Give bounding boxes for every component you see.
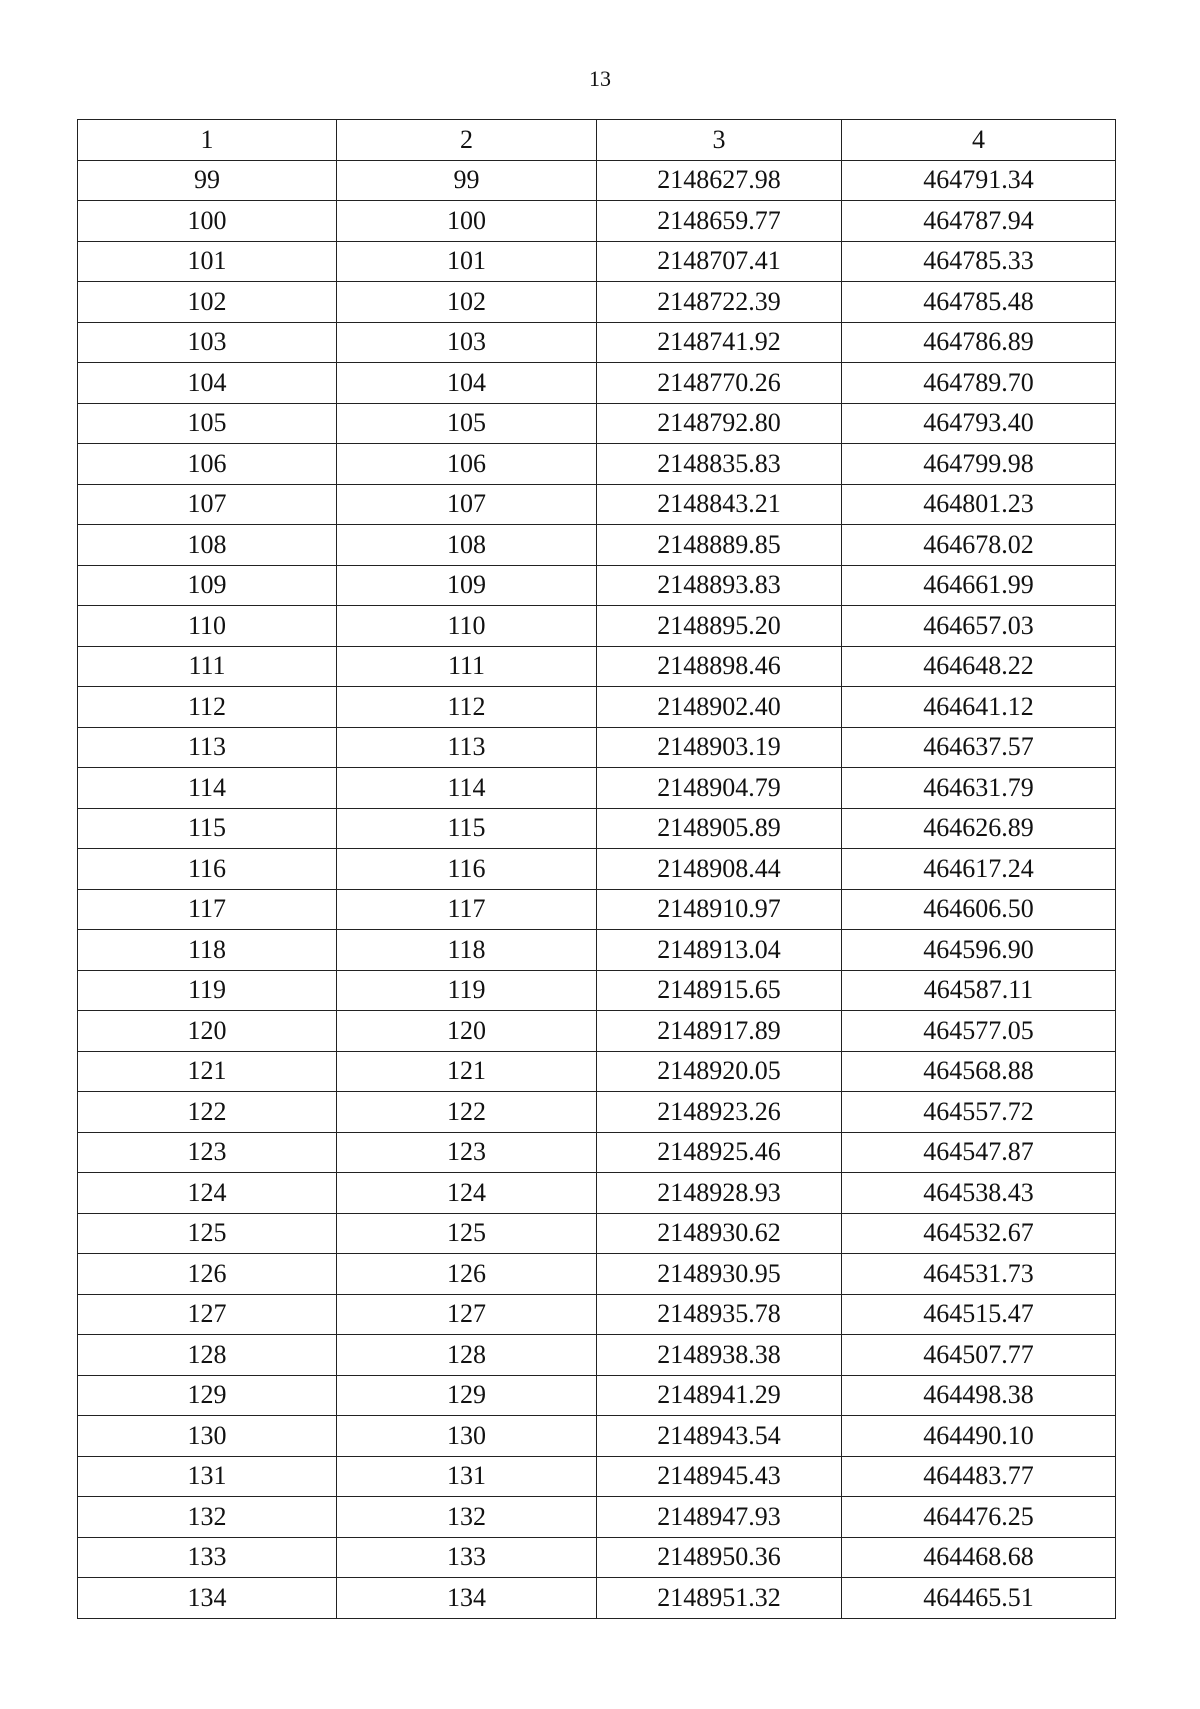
table-cell: 106 [78,444,337,485]
table-cell: 114 [337,768,597,809]
table-cell: 464547.87 [842,1132,1116,1173]
table-cell: 464661.99 [842,565,1116,606]
table-cell: 2148941.29 [597,1375,842,1416]
table-header [78,120,1116,161]
table-cell: 104 [337,363,597,404]
header-cell-3: 3 [597,120,842,161]
table-cell: 2148835.83 [597,444,842,485]
table-cell: 2148903.19 [597,727,842,768]
header-cell-4: 4 [842,120,1116,161]
table-cell: 2148915.65 [597,970,842,1011]
table-row [78,1537,1116,1578]
table-cell: 464498.38 [842,1375,1116,1416]
table-row [78,201,1116,242]
table-cell: 121 [337,1051,597,1092]
table-cell: 122 [78,1092,337,1133]
table-row [78,1254,1116,1295]
table-cell: 2148707.41 [597,241,842,282]
table-cell: 464568.88 [842,1051,1116,1092]
table-cell: 99 [337,160,597,201]
table-cell: 2148898.46 [597,646,842,687]
table-row [78,1294,1116,1335]
table-cell: 2148917.89 [597,1011,842,1052]
table-cell: 2148923.26 [597,1092,842,1133]
table-cell: 2148770.26 [597,363,842,404]
coordinates-table [77,119,1116,1619]
table-cell: 107 [78,484,337,525]
table-row [78,403,1116,444]
table-cell: 464596.90 [842,930,1116,971]
table-cell: 123 [337,1132,597,1173]
table-row [78,646,1116,687]
table-row [78,1456,1116,1497]
table-cell: 464515.47 [842,1294,1116,1335]
table-cell: 134 [337,1578,597,1619]
table-cell: 464626.89 [842,808,1116,849]
table-cell: 129 [337,1375,597,1416]
table-cell: 2148947.93 [597,1497,842,1538]
table-cell: 128 [78,1335,337,1376]
table-cell: 119 [337,970,597,1011]
table-cell: 100 [78,201,337,242]
table-cell: 120 [78,1011,337,1052]
table-cell: 117 [78,889,337,930]
table-cell: 134 [78,1578,337,1619]
table-cell: 464786.89 [842,322,1116,363]
table-cell: 112 [337,687,597,728]
table-cell: 2148945.43 [597,1456,842,1497]
table-cell: 464587.11 [842,970,1116,1011]
table-row [78,484,1116,525]
table-cell: 2148930.62 [597,1213,842,1254]
table-cell: 132 [78,1497,337,1538]
table-cell: 2148902.40 [597,687,842,728]
table-cell: 102 [78,282,337,323]
table-cell: 105 [78,403,337,444]
table-cell: 108 [337,525,597,566]
table-cell: 2148722.39 [597,282,842,323]
table-cell: 128 [337,1335,597,1376]
page-number: 13 [589,66,611,91]
table-cell: 2148920.05 [597,1051,842,1092]
table-cell: 464577.05 [842,1011,1116,1052]
table-row [78,1578,1116,1619]
table-cell: 464631.79 [842,768,1116,809]
table-cell: 129 [78,1375,337,1416]
table-cell: 109 [78,565,337,606]
table-cell: 464532.67 [842,1213,1116,1254]
table-cell: 133 [337,1537,597,1578]
table-cell: 464490.10 [842,1416,1116,1457]
table-cell: 117 [337,889,597,930]
table-cell: 464785.48 [842,282,1116,323]
table-cell: 127 [78,1294,337,1335]
table-row [78,322,1116,363]
table-row [78,1051,1116,1092]
table-cell: 2148843.21 [597,484,842,525]
table-cell: 464468.68 [842,1537,1116,1578]
table-row [78,808,1116,849]
table-cell: 101 [337,241,597,282]
table-cell: 464648.22 [842,646,1116,687]
table-row [78,768,1116,809]
table-row [78,160,1116,201]
table-cell: 122 [337,1092,597,1133]
table-cell: 126 [78,1254,337,1295]
table-cell: 464787.94 [842,201,1116,242]
table-cell: 127 [337,1294,597,1335]
table-row [78,525,1116,566]
table-body [78,160,1116,1618]
table-row [78,1416,1116,1457]
table-row [78,1213,1116,1254]
table-cell: 126 [337,1254,597,1295]
table-cell: 464617.24 [842,849,1116,890]
table-cell: 464678.02 [842,525,1116,566]
table-cell: 131 [337,1456,597,1497]
table-cell: 2148925.46 [597,1132,842,1173]
table-cell: 464791.34 [842,160,1116,201]
table-cell: 101 [78,241,337,282]
header-cell-1: 1 [78,120,337,161]
table-row [78,1375,1116,1416]
table-row [78,565,1116,606]
table-cell: 110 [337,606,597,647]
table-cell: 2148627.98 [597,160,842,201]
table-row [78,1497,1116,1538]
table-cell: 115 [78,808,337,849]
table-cell: 131 [78,1456,337,1497]
table-cell: 112 [78,687,337,728]
table-cell: 109 [337,565,597,606]
table-row [78,1011,1116,1052]
table-cell: 113 [337,727,597,768]
table-cell: 118 [78,930,337,971]
table-row [78,889,1116,930]
table-cell: 104 [78,363,337,404]
table-cell: 114 [78,768,337,809]
header-row [78,120,1116,161]
table-cell: 2148910.97 [597,889,842,930]
table-cell: 124 [337,1173,597,1214]
table-cell: 102 [337,282,597,323]
table-cell: 464641.12 [842,687,1116,728]
table-cell: 130 [337,1416,597,1457]
table-cell: 116 [337,849,597,890]
table-cell: 464507.77 [842,1335,1116,1376]
table-cell: 2148951.32 [597,1578,842,1619]
table-cell: 464483.77 [842,1456,1116,1497]
table-cell: 2148905.89 [597,808,842,849]
table-cell: 111 [78,646,337,687]
table-cell: 464657.03 [842,606,1116,647]
header-cell-2: 2 [337,120,597,161]
table-cell: 2148943.54 [597,1416,842,1457]
table-cell: 103 [78,322,337,363]
table-cell: 116 [78,849,337,890]
table-row [78,727,1116,768]
table-cell: 464793.40 [842,403,1116,444]
table-cell: 133 [78,1537,337,1578]
table-cell: 125 [78,1213,337,1254]
table-cell: 113 [78,727,337,768]
table-row [78,849,1116,890]
table-cell: 2148895.20 [597,606,842,647]
table-cell: 464538.43 [842,1173,1116,1214]
table-cell: 110 [78,606,337,647]
table-cell: 124 [78,1173,337,1214]
table-cell: 106 [337,444,597,485]
table-row [78,1132,1116,1173]
table-row [78,687,1116,728]
table-cell: 2148741.92 [597,322,842,363]
table-cell: 132 [337,1497,597,1538]
table-cell: 2148792.80 [597,403,842,444]
table-cell: 105 [337,403,597,444]
table-cell: 111 [337,646,597,687]
table-cell: 130 [78,1416,337,1457]
table-cell: 464465.51 [842,1578,1116,1619]
table-cell: 2148889.85 [597,525,842,566]
table-cell: 103 [337,322,597,363]
table-row [78,1335,1116,1376]
table-cell: 464785.33 [842,241,1116,282]
table-cell: 464476.25 [842,1497,1116,1538]
table-cell: 2148930.95 [597,1254,842,1295]
table-cell: 2148928.93 [597,1173,842,1214]
table-cell: 464557.72 [842,1092,1116,1133]
table-row [78,606,1116,647]
table-row [78,282,1116,323]
table-row [78,241,1116,282]
table-cell: 464637.57 [842,727,1116,768]
table-cell: 2148904.79 [597,768,842,809]
table-cell: 464531.73 [842,1254,1116,1295]
table-cell: 123 [78,1132,337,1173]
table-cell: 119 [78,970,337,1011]
table-cell: 115 [337,808,597,849]
table-cell: 464789.70 [842,363,1116,404]
table-cell: 99 [78,160,337,201]
table-cell: 2148935.78 [597,1294,842,1335]
table-cell: 108 [78,525,337,566]
table-cell: 2148938.38 [597,1335,842,1376]
table-cell: 464799.98 [842,444,1116,485]
table-row [78,1092,1116,1133]
table-cell: 2148893.83 [597,565,842,606]
table-cell: 2148908.44 [597,849,842,890]
table-row [78,970,1116,1011]
table-cell: 2148659.77 [597,201,842,242]
table-cell: 464606.50 [842,889,1116,930]
table-cell: 107 [337,484,597,525]
table-row [78,363,1116,404]
table-row [78,444,1116,485]
table-cell: 2148913.04 [597,930,842,971]
table-cell: 118 [337,930,597,971]
table-cell: 121 [78,1051,337,1092]
table-cell: 100 [337,201,597,242]
table-cell: 2148950.36 [597,1537,842,1578]
table-cell: 120 [337,1011,597,1052]
table-row [78,930,1116,971]
table-row [78,1173,1116,1214]
table-cell: 125 [337,1213,597,1254]
table-cell: 464801.23 [842,484,1116,525]
